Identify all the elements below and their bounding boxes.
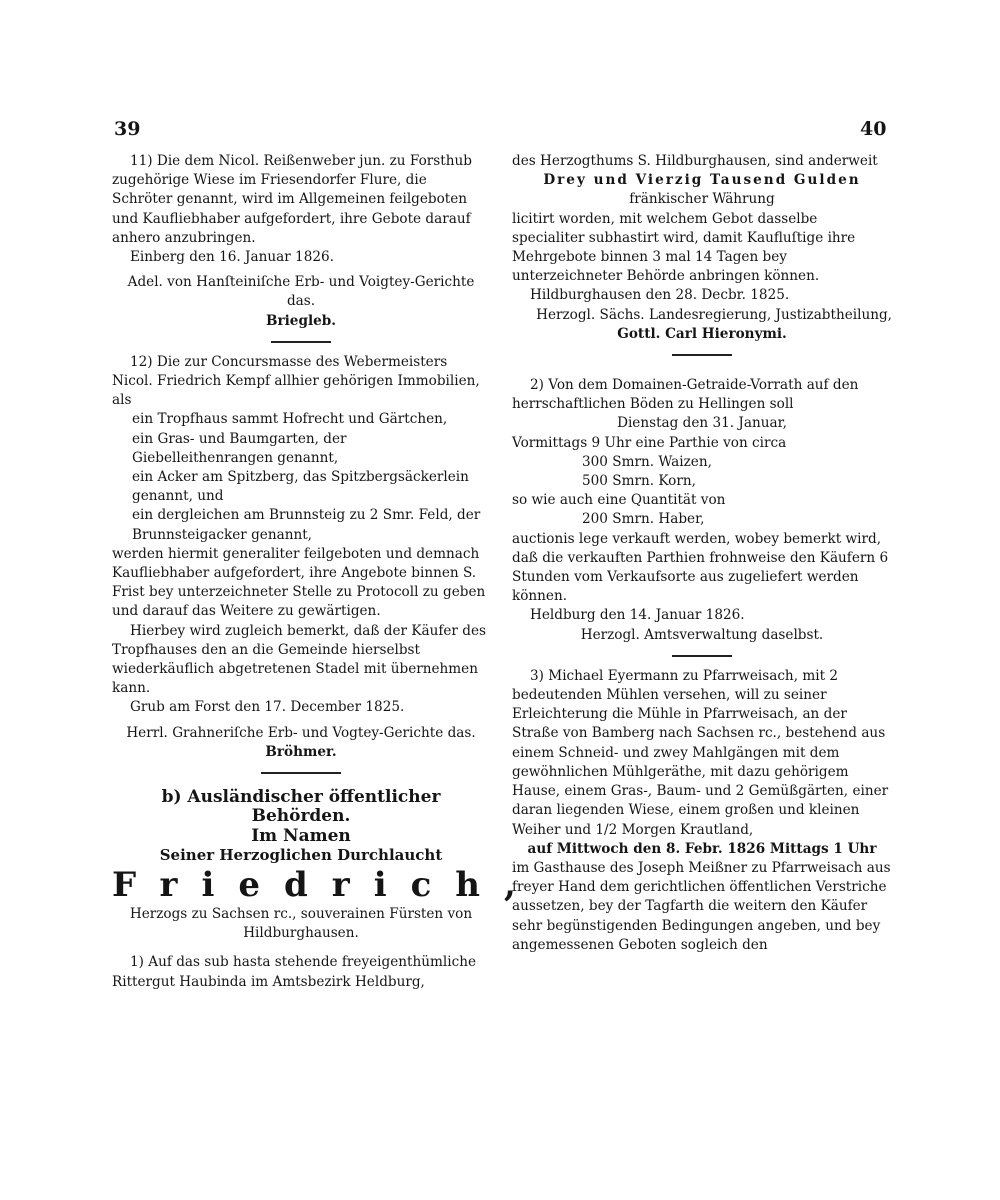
notice-11-signature: Briegleb. [265,312,337,329]
notice-3-body: 3) Michael Eyermann zu Pfarrweisach, mit 2 bedeutenden Mühlen versehen, will zu seiner Erleichterung die Mühle in Pfarrweisach, an der Straße von Bamberg nach Sachsen rc., bestehend aus einem Schneid- und zwey Mahlgängen mit dem gewöhnlichen Mühlgeräthe, mit dazu gehörigem Hause, einem Gras-, Baum- und 2 Gemüßgärten, einer daran liegenden Wiese, einem großen und kleinen Weiher und 1/2 Morgen Krautland, [512,667,889,838]
notice-1-signature: Gottl. Carl Hieronymi. [617,325,787,342]
notice-12-item-1: ein Tropfhaus sammt Hofrecht und Gärtchen, [132,411,448,428]
im-namen-heading: Im Namen [251,825,351,846]
notice-1-start: 1) Auf das sub hasta stehende freyeigenthümliche Rittergut Haubinda im Amtsbezirk Heldburg, [112,954,477,990]
notice-1-date: Hildburghausen den 28. Decbr. 1825. [530,287,790,304]
notice-2-also: so wie auch eine Quantität von [512,492,726,509]
page-number-right: 40 [860,118,887,140]
notice-1-authority: Herzogl. Sächs. Landesregierung, Justizabtheilung, [536,306,892,323]
divider [672,354,732,356]
divider [261,772,341,774]
notice-2-body: auctionis lege verkauft werden, wobey bemerkt wird, daß die verkauften Parthien frohnweise den Käufern 6 Stunden vom Verkaufsorte aus zugeliefert werden können. [512,530,889,605]
notice-12-intro: 12) Die zur Concursmasse des Webermeisters Nicol. Friedrich Kempf allhier gehörigen Immobilien, als [112,353,480,409]
divider [672,655,732,657]
friedrich-heading: Friedrich, [112,864,540,905]
section-b-heading: b) Ausländischer öffentlicher Behörden. [161,787,441,827]
notice-12-item-2: ein Gras- und Baumgarten, der Giebelleithenrangen genannt, [132,430,347,466]
notice-2-quantity-3: 200 Smrn. Haber, [582,511,705,528]
notice-2-heading: 2) Von dem Domainen-Getraide-Vorrath auf den herrschaftlichen Böden zu Hellingen soll [512,377,859,413]
notice-11-text: 11) Die dem Nicol. Reißenweber jun. zu Forsthub zugehörige Wiese im Friesendorfer Flure, die Schröter genannt, wird im Allgemeinen feilgeboten und Kaufliebhaber aufgefordert, ihre Gebote darauf anhero anzubringen. [112,153,472,246]
notice-2-date-line: Dienstag den 31. Januar, [617,415,787,432]
left-column [112,152,540,992]
seiner-heading: Seiner Herzoglichen Durchlaucht [159,845,443,864]
notice-3-date-line: auf Mittwoch den 8. Febr. 1826 Mittags 1 Uhr [527,840,877,857]
notice-12-body: werden hiermit generaliter feilgeboten und demnach Kaufliebhaber aufgefordert, ihre Angebote binnen S. Frist bey unterzeichneter Stelle zu Protocoll zu geben und darauf das Weitere zu gewärtigen. [112,545,486,620]
notice-1-continued: des Herzogthums S. Hildburghausen, sind anderweit [512,153,878,169]
notice-12-authority: Herrl. Grahneriſche Erb- und Vogtey-Gerichte das. [126,724,476,741]
notice-2-quantity-1: 300 Smrn. Waizen, [582,453,712,470]
notice-2-morning: Vormittags 9 Uhr eine Parthie von circa [512,434,787,451]
right-column [512,152,892,955]
notice-11-authority: Adel. von Hanſteiniſche Erb- und Voigtey-Gerichte das. [127,274,475,310]
notice-12-remark: Hierbey wird zugleich bemerkt, daß der Käufer des Tropfhauses den an die Gemeinde hierselbst wiederkäuflich abgetretenen Stadel mit übernehmen kann. [112,622,486,697]
notice-12-signature: Bröhmer. [265,743,337,760]
notice-2-authority: Herzogl. Amtsverwaltung daselbst. [580,626,824,643]
notice-1-amount: Drey und Vierzig Tausend Gulden [543,172,861,189]
notice-12-item-4: ein dergleichen am Brunnsteig zu 2 Smr. Feld, der Brunnsteigacker genannt, [132,507,481,543]
notice-3-continued: im Gasthause des Joseph Meißner zu Pfarrweisach aus freyer Hand dem gerichtlichen öffentlichen Verstriche aussetzen, bey der Tagfarth die weitern den Käufer sehr begünstigenden Bedingungen angeben, und bey angemessenen Geboten sogleich den [512,859,891,953]
notice-2-quantity-2: 500 Smrn. Korn, [582,473,696,490]
notice-12-date: Grub am Forst den 17. December 1825. [130,699,405,716]
page-number-left: 39 [114,118,141,140]
divider [271,341,331,343]
notice-11-date: Einberg den 16. Januar 1826. [130,249,334,266]
notice-1-currency: fränkischer Währung [629,191,775,208]
notice-2-date: Heldburg den 14. Januar 1826. [530,607,745,624]
notice-12-item-3: ein Acker am Spitzberg, das Spitzbergsäckerlein genannt, und [132,469,469,505]
herzog-title: Herzogs zu Sachsen rc., souverainen Fürsten von Hildburghausen. [129,905,473,942]
notice-1-body: licitirt worden, mit welchem Gebot dasselbe specialiter subhastirt wird, damit Kaufluſtige ihre Mehrgebote binnen 3 mal 14 Tagen bey unterzeichneter Behörde anbringen können. [512,210,856,285]
